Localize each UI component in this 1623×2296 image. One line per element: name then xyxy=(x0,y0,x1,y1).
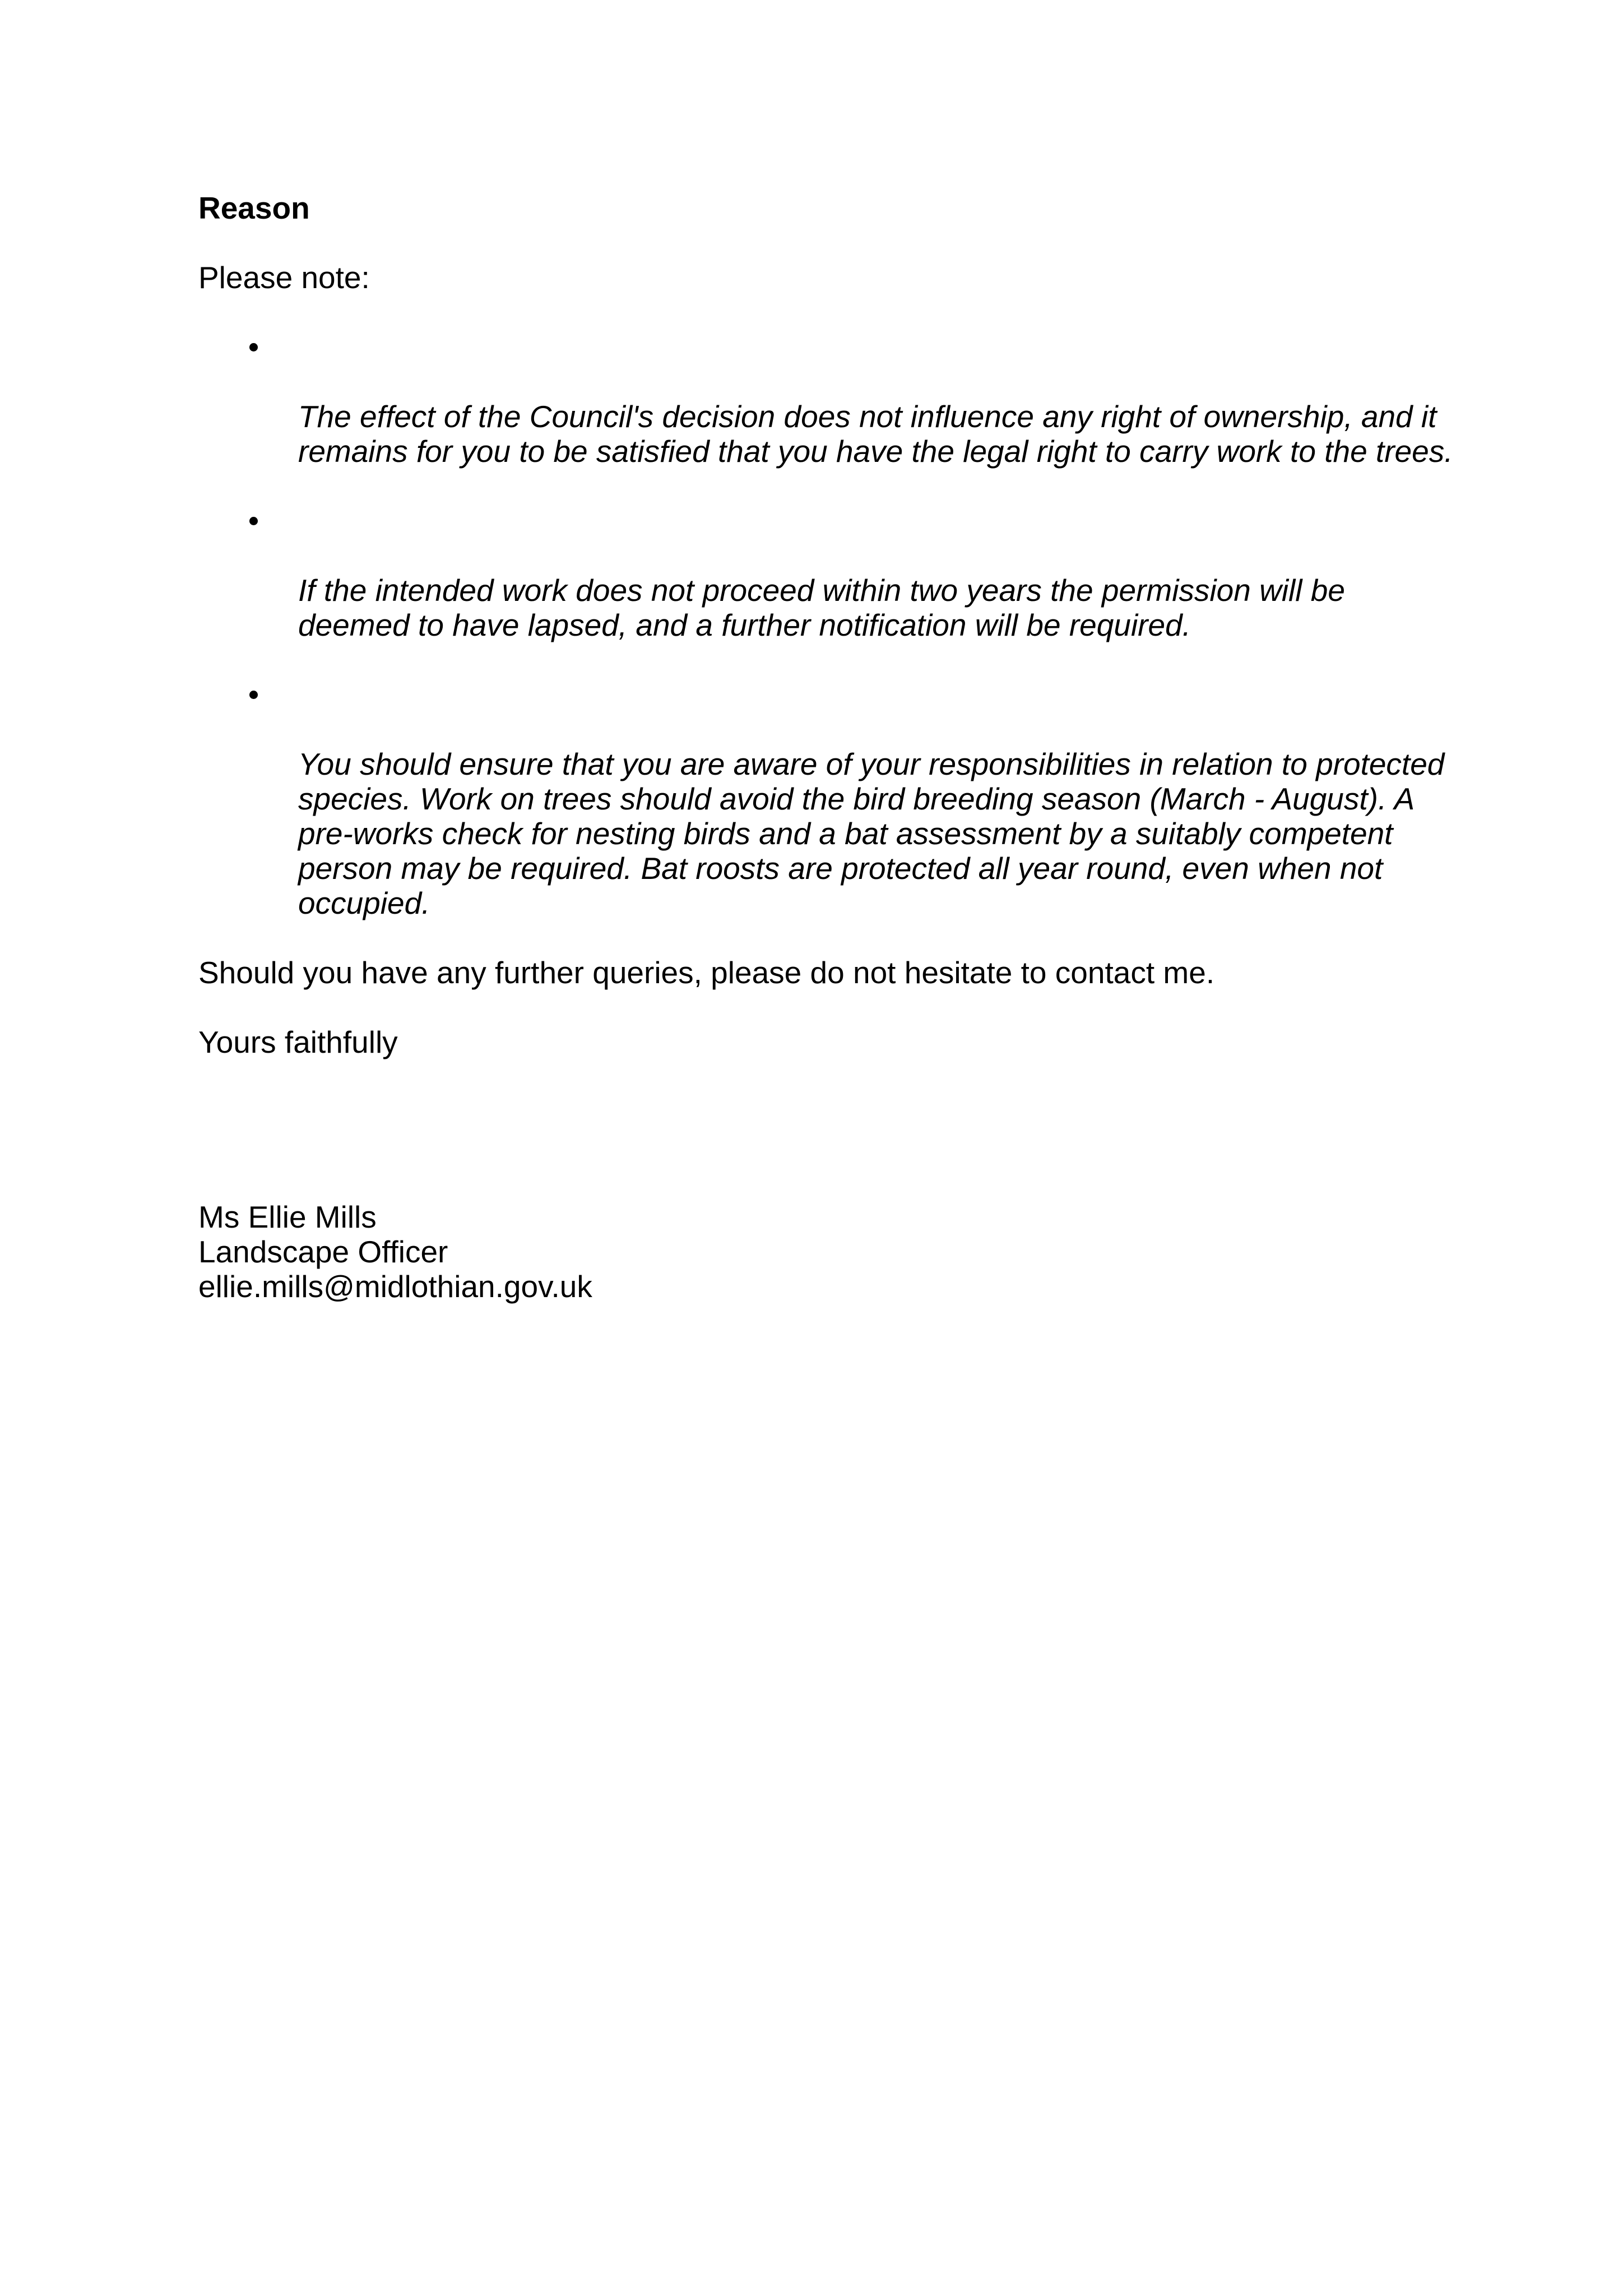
signature-space xyxy=(198,1059,1454,1200)
list-item xyxy=(198,330,1454,469)
note-text: If the intended work does not proceed within two years the permission will be deemed to have lapsed, and a further notification will be required. xyxy=(298,573,1345,642)
note-text: You should ensure that you are aware of your responsibilities in relation to protected species. Work on trees should avoid the bird breeding season (March - August). A pre-works check for nesting birds and a bat assessment by a suitably competent person may be required. Bat roosts are protected all year round, even when not occupied. xyxy=(298,747,1445,920)
section-heading: Reason xyxy=(198,191,310,225)
note-text: The effect of the Council's decision does not influence any right of ownership, and it remains for you to be satisfied that you have the legal right to carry work to the trees. xyxy=(298,399,1453,469)
bullet-icon xyxy=(249,343,258,351)
letter-body xyxy=(198,191,1454,1304)
list-item xyxy=(198,503,1454,642)
signatory-name: Ms Ellie Mills xyxy=(198,1200,377,1234)
bullet-icon xyxy=(249,691,258,699)
list-item xyxy=(198,677,1454,920)
closing-text: Yours faithfully xyxy=(198,1025,398,1059)
queries-text: Should you have any further queries, please do not hesitate to contact me. xyxy=(198,955,1215,990)
bullet-icon xyxy=(249,517,258,525)
signatory-email: ellie.mills@midlothian.gov.uk xyxy=(198,1269,592,1304)
intro-text: Please note: xyxy=(198,260,370,295)
signatory-title: Landscape Officer xyxy=(198,1234,448,1269)
spacer xyxy=(198,990,1454,1025)
spacer xyxy=(198,225,1454,260)
notes-list xyxy=(198,330,1454,920)
